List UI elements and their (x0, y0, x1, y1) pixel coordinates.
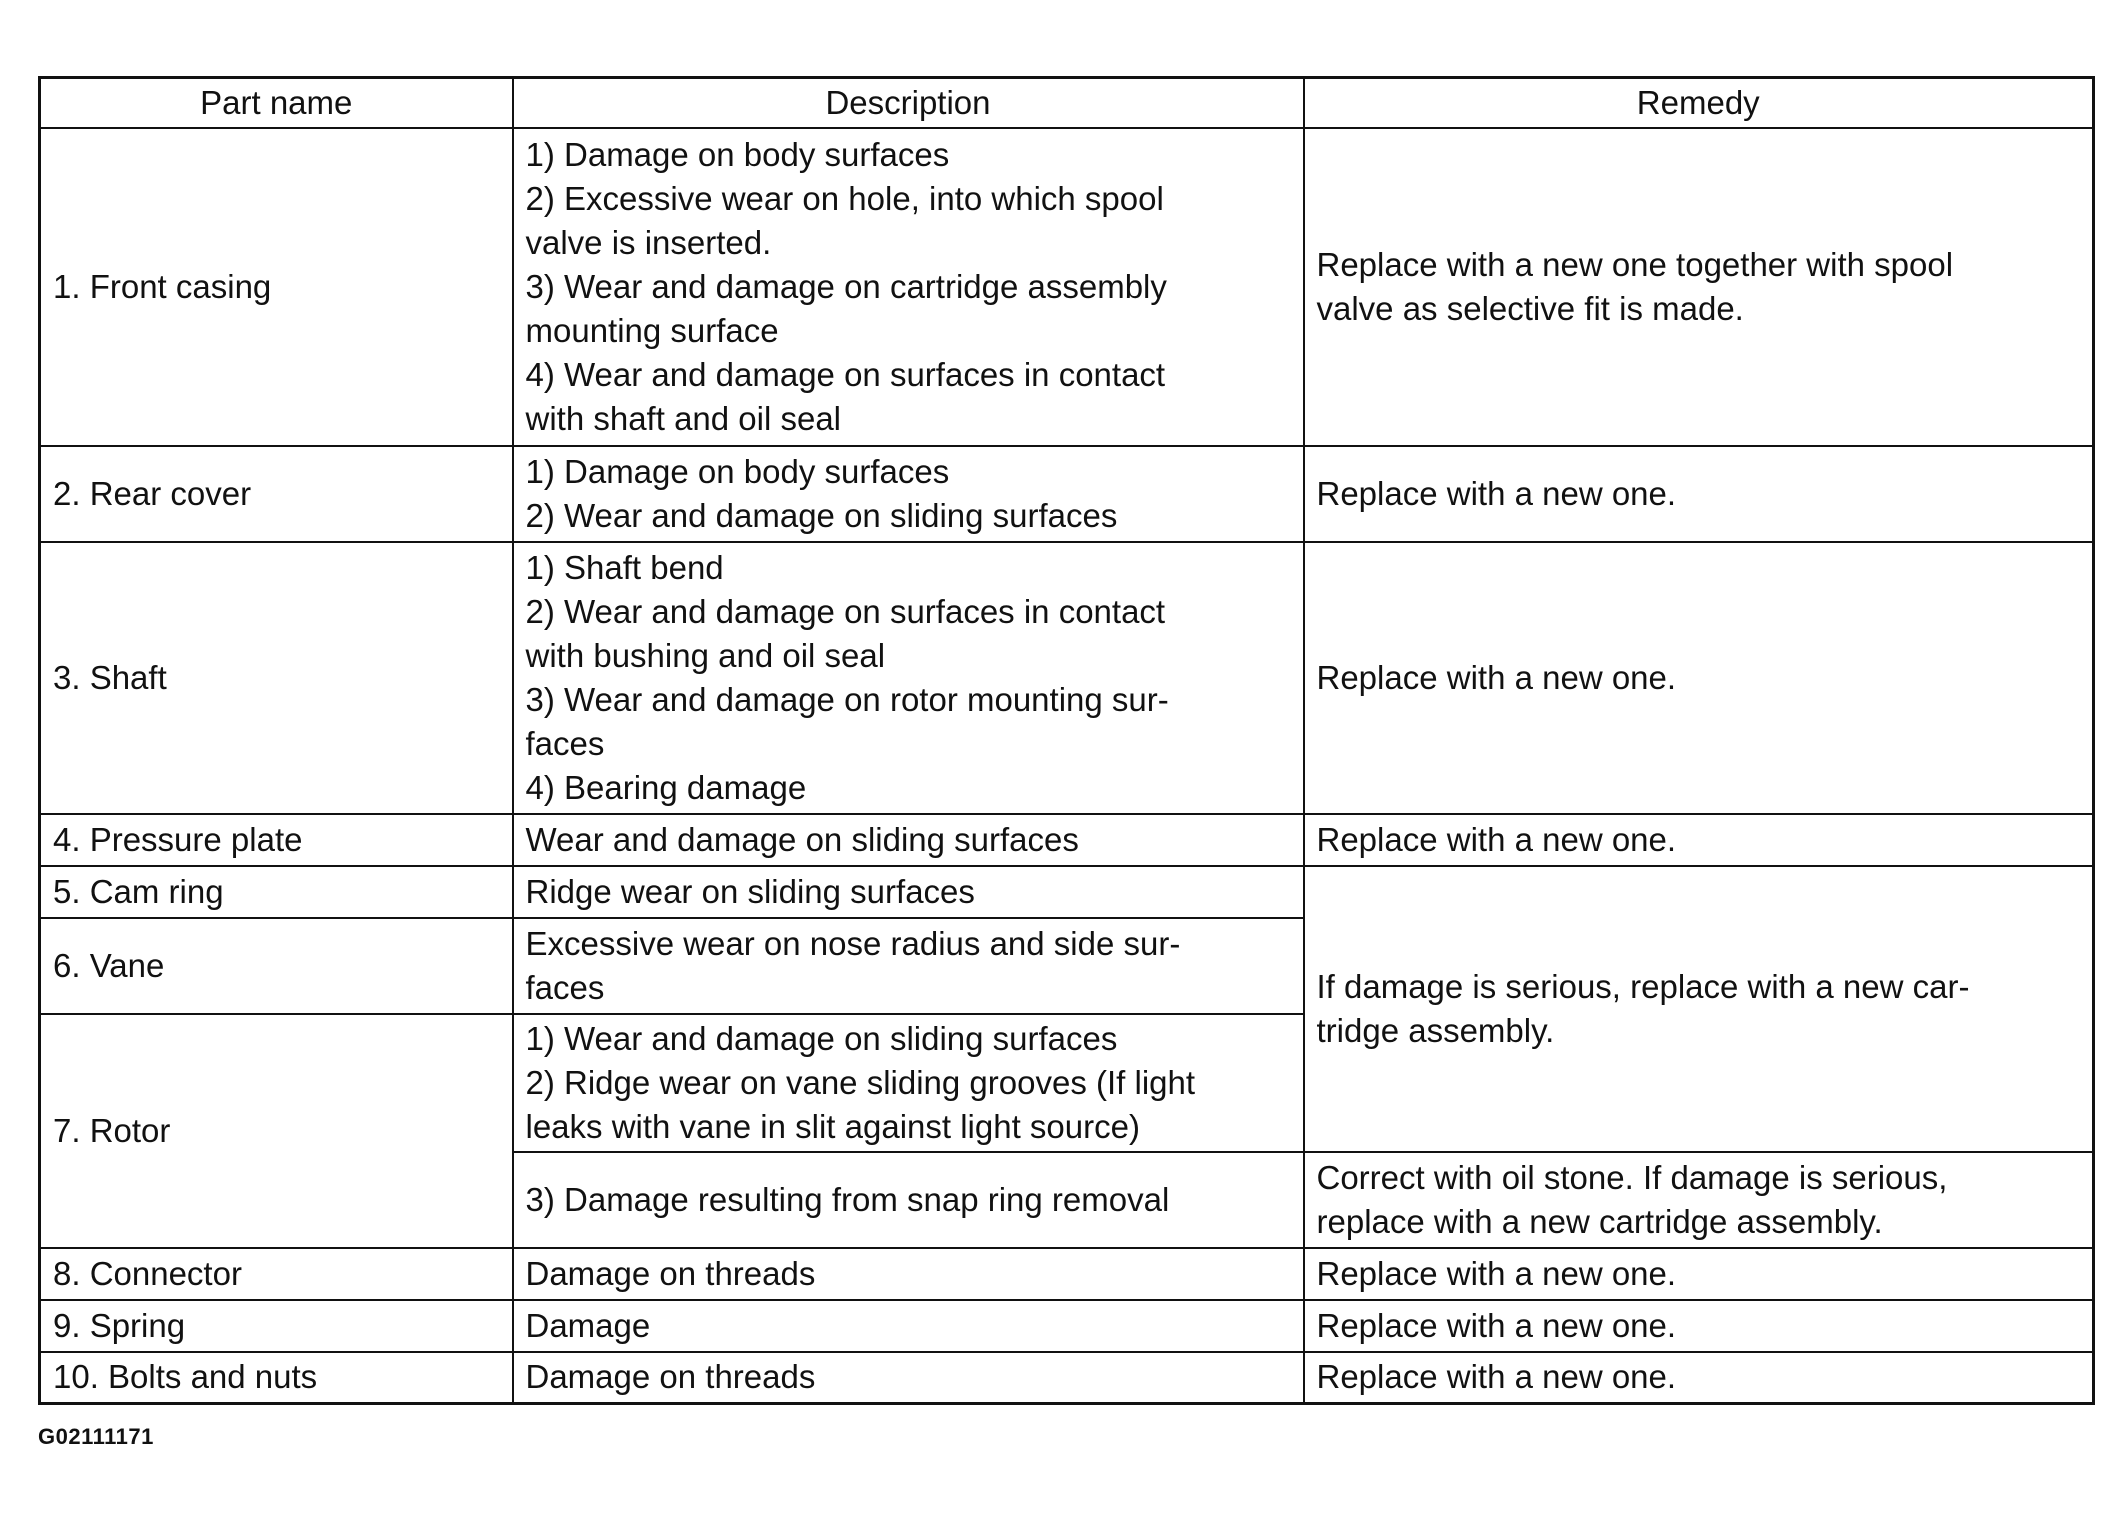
description-cell: Ridge wear on sliding surfaces (513, 866, 1304, 918)
description-line: 1) Shaft bend (525, 548, 724, 586)
figure-code: G02111171 (38, 1424, 154, 1449)
description-cell: Damage on threads (513, 1248, 1304, 1300)
part-name-cell: 5. Cam ring (40, 866, 513, 918)
description-line: 3) Wear and damage on rotor mounting sur- (525, 680, 1169, 718)
table-row (40, 446, 2094, 542)
remedy-cell: Replace with a new one. (1304, 1248, 2094, 1300)
description-line: 1) Damage on body surfaces (525, 135, 950, 173)
remedy-line: Replace with a new one together with spool (1316, 245, 1954, 283)
part-name-cell: 10. Bolts and nuts (40, 1352, 513, 1404)
description-cell: Wear and damage on sliding surfaces (513, 814, 1304, 866)
description-line: faces (525, 724, 605, 762)
description-line: 2) Excessive wear on hole, into which spool (525, 179, 1164, 217)
table-row (40, 542, 2094, 814)
description-line: 4) Wear and damage on surfaces in contact (525, 355, 1166, 393)
description-line: mounting surface (525, 311, 779, 349)
description-cell (513, 542, 1304, 814)
remedy-cell: Replace with a new one. (1304, 542, 2094, 814)
description-line: faces (525, 968, 605, 1006)
description-cell: Damage (513, 1300, 1304, 1352)
header-remedy: Remedy (1304, 78, 2094, 128)
remedy-cell: Replace with a new one. (1304, 1352, 2094, 1404)
part-name-cell: 2. Rear cover (40, 446, 513, 542)
remedy-cell (1304, 128, 2094, 446)
table-row (40, 814, 2094, 866)
description-line: with bushing and oil seal (525, 636, 886, 674)
description-line: 1) Wear and damage on sliding surfaces (525, 1019, 1118, 1057)
description-line: Excessive wear on nose radius and side sur- (525, 924, 1181, 962)
description-line: 4) Bearing damage (525, 768, 807, 806)
description-cell (513, 1014, 1304, 1152)
description-cell: Damage on threads (513, 1352, 1304, 1404)
description-cell: 3) Damage resulting from snap ring removal (513, 1152, 1304, 1248)
remedy-cell: Replace with a new one. (1304, 814, 2094, 866)
part-name-cell: 9. Spring (40, 1300, 513, 1352)
remedy-line: replace with a new cartridge assembly. (1316, 1202, 1883, 1240)
table-row (40, 866, 2094, 918)
part-name-cell: 1. Front casing (40, 128, 513, 446)
description-cell (513, 128, 1304, 446)
table-row (40, 128, 2094, 446)
description-line: 2) Wear and damage on sliding surfaces (525, 496, 1118, 534)
description-cell (513, 446, 1304, 542)
part-name-cell: 4. Pressure plate (40, 814, 513, 866)
part-name-cell: 7. Rotor (40, 1014, 513, 1248)
table-row (40, 1352, 2094, 1404)
description-line: 2) Wear and damage on surfaces in contact (525, 592, 1166, 630)
remedy-cell: Replace with a new one. (1304, 446, 2094, 542)
remedy-line: If damage is serious, replace with a new car- (1316, 967, 1970, 1005)
table-row (40, 1300, 2094, 1352)
part-name-cell: 3. Shaft (40, 542, 513, 814)
shared-remedy-cell (1304, 866, 2094, 1152)
header-part-name: Part name (40, 78, 513, 128)
description-cell (513, 918, 1304, 1014)
description-line: valve is inserted. (525, 223, 772, 261)
description-line: with shaft and oil seal (525, 399, 842, 437)
part-name-cell: 6. Vane (40, 918, 513, 1014)
remedy-line: Correct with oil stone. If damage is serious, (1316, 1158, 1948, 1196)
part-name-cell: 8. Connector (40, 1248, 513, 1300)
description-line: leaks with vane in slit against light source) (525, 1107, 1140, 1145)
remedy-line: tridge assembly. (1316, 1011, 1555, 1049)
header-description: Description (513, 78, 1304, 128)
description-line: 3) Wear and damage on cartridge assembly (525, 267, 1167, 305)
remedy-cell: Replace with a new one. (1304, 1300, 2094, 1352)
remedy-cell (1304, 1152, 2094, 1248)
remedy-line: valve as selective fit is made. (1316, 289, 1744, 327)
table-row (40, 1248, 2094, 1300)
description-line: 2) Ridge wear on vane sliding grooves (If light (525, 1063, 1196, 1101)
header-row (40, 78, 2094, 128)
description-line: 1) Damage on body surfaces (525, 452, 950, 490)
inspection-table (38, 76, 2095, 1405)
